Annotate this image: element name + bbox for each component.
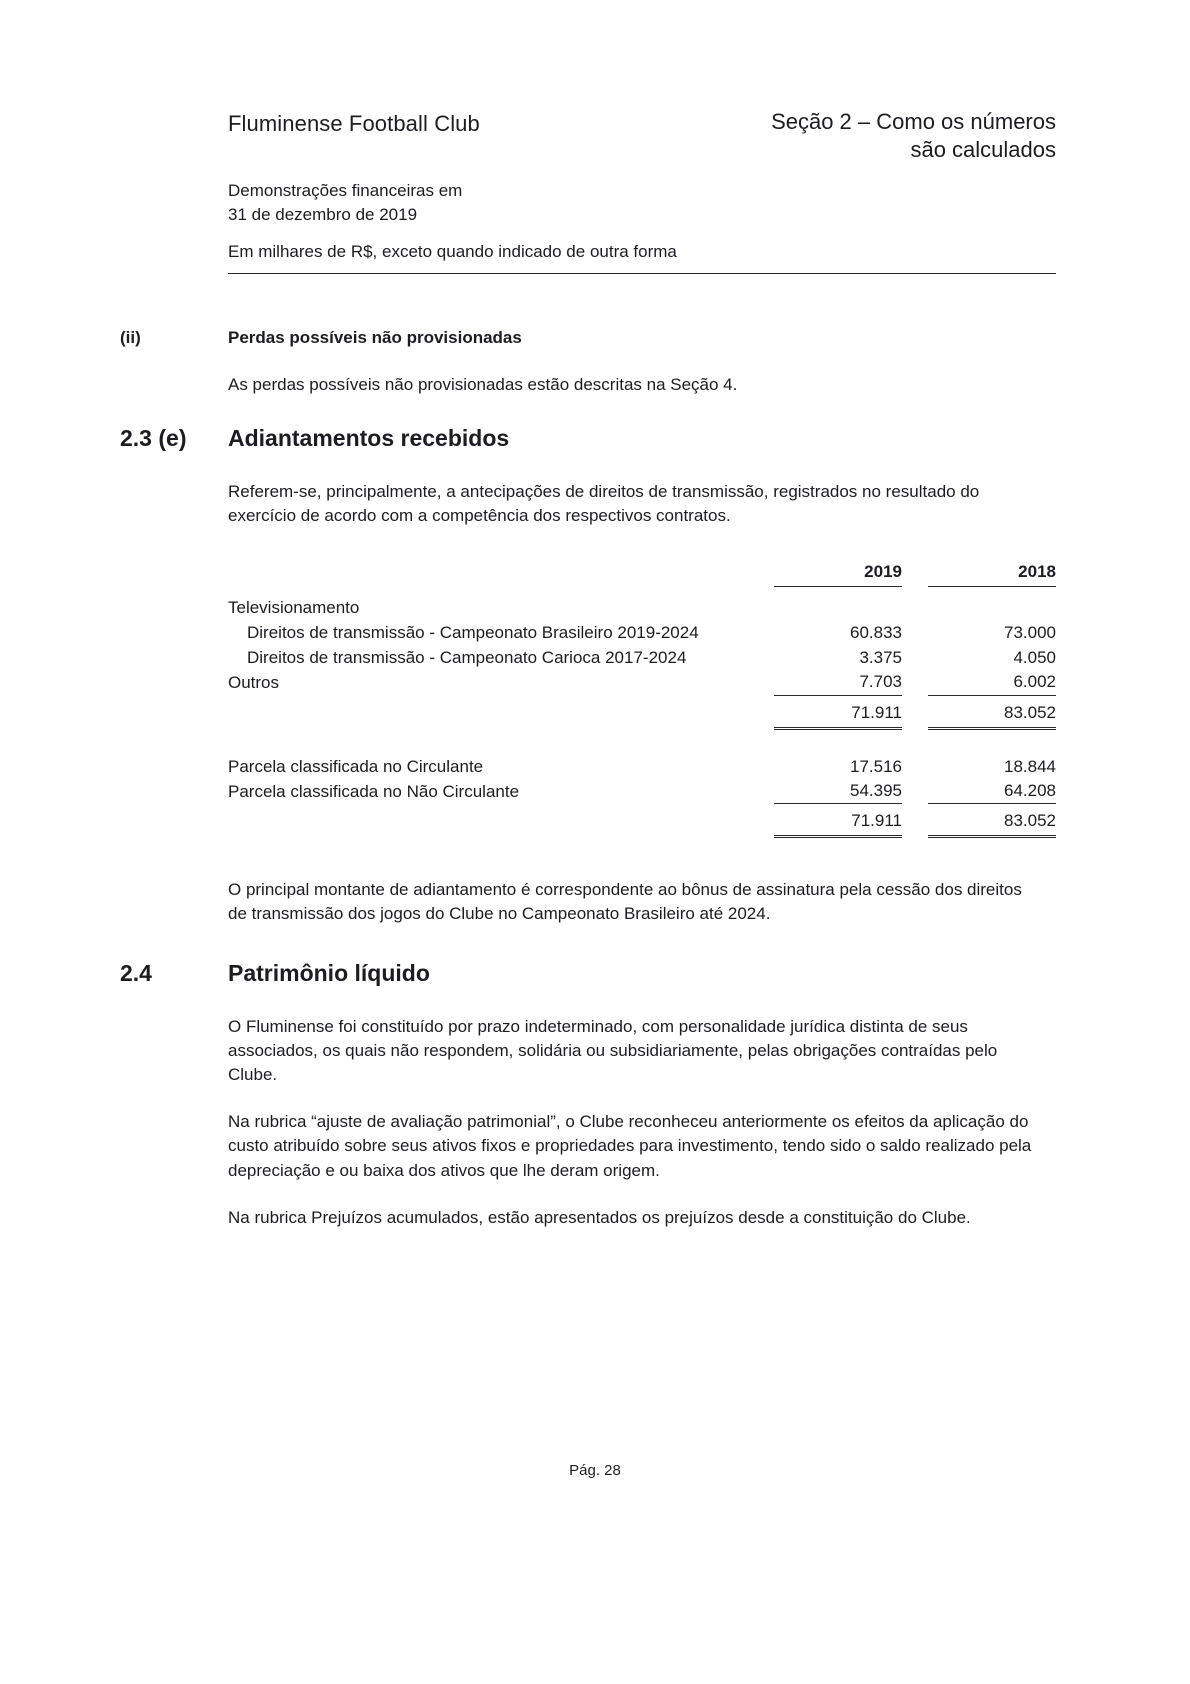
- table-header-row: [228, 560, 1056, 587]
- header-divider: [228, 273, 1056, 274]
- table-row-carioca: [228, 645, 1056, 670]
- section-23e-number: 2.3 (e): [120, 425, 187, 452]
- value-2018: 64.208: [928, 779, 1056, 804]
- section-ii-number: (ii): [120, 328, 141, 348]
- value-2019: 60.833: [850, 623, 902, 643]
- total-2018: 83.052: [928, 804, 1056, 838]
- page-number: Pág. 28: [569, 1462, 621, 1479]
- section-ii-title: Perdas possíveis não provisionadas: [228, 328, 522, 348]
- section-23e-closing: O principal montante de adiantamento é correspondente ao bônus de assinatura pela cessão dos direitos de transmissão dos jogos do Clube no Campeonato Brasileiro até 2024.: [228, 879, 1022, 924]
- value-2019: 54.395: [774, 779, 902, 804]
- section-23e-title: Adiantamentos recebidos: [228, 425, 510, 452]
- advances-table: [228, 560, 1056, 838]
- value-2018: 4.050: [1013, 648, 1056, 668]
- page-header: [228, 108, 1056, 274]
- column-header-2018: 2018: [928, 560, 1056, 587]
- table-row-subtotal: [228, 696, 1056, 730]
- value-2018: 18.844: [1004, 756, 1056, 776]
- section-header-line2: são calculados: [910, 137, 1056, 163]
- section-ii-body: As perdas possíveis não provisionadas estão descritas na Seção 4.: [228, 375, 738, 395]
- table-row-brasileiro: [228, 620, 1056, 645]
- statement-line2: 31 de dezembro de 2019: [228, 205, 418, 225]
- club-name: Fluminense Football Club: [228, 111, 480, 136]
- section-header-line1: Seção 2 – Como os números: [771, 109, 1056, 134]
- row-label: Parcela classificada no Não Circulante: [228, 781, 520, 801]
- section-24-paragraph-1: O Fluminense foi constituído por prazo indeterminado, com personalidade jurídica distinta de seus associados, os quais não respondem, solidária ou subsidiariamente, pelas obrigações contraídas pelo Clube.: [228, 1016, 998, 1085]
- table-row-grand-total: [228, 804, 1056, 838]
- total-2019: 71.911: [774, 804, 902, 838]
- section-24-paragraph-3: Na rubrica Prejuízos acumulados, estão apresentados os prejuízos desde a constituição do Clube.: [228, 1207, 971, 1227]
- value-2018: 6.002: [928, 670, 1056, 695]
- section-23e-intro: Referem-se, principalmente, a antecipações de direitos de transmissão, registrados no resultado do exercício de acordo com a competência dos respectivos contratos.: [228, 482, 980, 526]
- section-header: [771, 108, 1056, 164]
- table-row-outros: [228, 670, 1056, 695]
- table-row-televisionamento: [228, 595, 1056, 620]
- value-2019: 3.375: [859, 648, 902, 668]
- row-label: Direitos de transmissão - Campeonato Carioca 2017-2024: [247, 648, 687, 668]
- table-spacer: [228, 730, 1056, 754]
- value-2018: 73.000: [1004, 623, 1056, 643]
- row-label: Televisionamento: [228, 598, 360, 618]
- value-2019: 17.516: [850, 756, 902, 776]
- section-24-paragraph-2: Na rubrica “ajuste de avaliação patrimonial”, o Clube reconheceu anteriormente os efeitos da aplicação do custo atribuído sobre seus ativos fixos e propriedades para investimento, tendo sido o saldo realizado pela depreciação e ou baixa dos ativos que lhe deram origem.: [228, 1112, 1032, 1180]
- statement-line1: Demonstrações financeiras em: [228, 181, 463, 201]
- units-note: Em milhares de R$, exceto quando indicado de outra forma: [228, 241, 677, 261]
- section-24-title: Patrimônio líquido: [228, 960, 430, 987]
- table-row-circulante: [228, 754, 1056, 779]
- section-24-number: 2.4: [120, 960, 152, 987]
- table-row-nao-circulante: [228, 779, 1056, 804]
- section-24-heading: [120, 959, 1056, 988]
- row-label: Outros: [228, 673, 280, 693]
- section-ii-heading: [120, 326, 1056, 350]
- statement-subtitle: [228, 179, 1056, 227]
- value-2019: 7.703: [774, 670, 902, 695]
- section-23e-heading: [120, 424, 1056, 453]
- row-label: Direitos de transmissão - Campeonato Brasileiro 2019-2024: [247, 623, 699, 643]
- total-2019: 71.911: [774, 696, 902, 730]
- column-header-2019: 2019: [774, 560, 902, 587]
- total-2018: 83.052: [928, 696, 1056, 730]
- row-label: Parcela classificada no Circulante: [228, 756, 484, 776]
